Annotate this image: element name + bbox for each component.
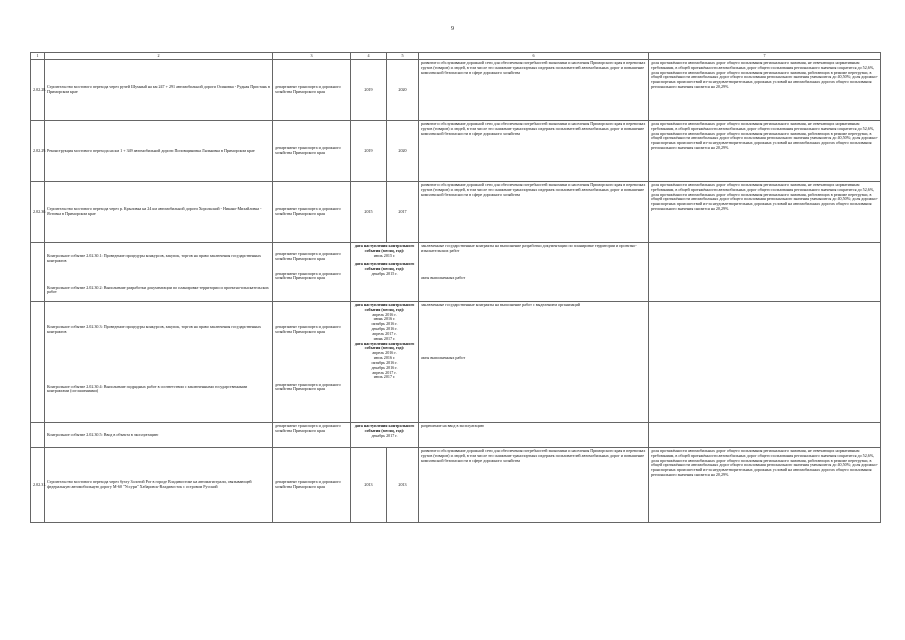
row-number: 2.02.28. <box>31 60 45 121</box>
event-date: декабрь 2017 г. <box>371 432 398 438</box>
target-indicator <box>649 243 881 302</box>
event-date: октябрь 2016 г. <box>371 321 398 327</box>
target-indicator: доля протяжённости автомобильных дорог общего пользования регионального значения, не отвечающих нормативным требованиям, в общей протяжённости автомобильных дорог общего пользования регионального значения сократится до 52,6%, доля протяжённости автомобильных дорог общего пользования регионального значения, работающих в режиме перегрузки, в общей протяжённости автомобильных дорог общего пользования регионального значения уменьшится до 40,50%; доля дорожно-транспортных происшествий из-за неудовлетворительных дорожных условий на автомобильных дорогах общего пользования регионального значения снизится на 20,29% <box>649 60 881 121</box>
col-header-5: 5 <box>387 53 419 60</box>
end-year: 2020 <box>387 121 419 182</box>
control-event-executors <box>273 243 351 302</box>
row-number <box>31 243 45 302</box>
activity-name: Строительство мостового перехода через р. Крыловка на 24 км автомобильной дороги Хорольский - Никано-Михайловка - Ястовка в Приморском крае <box>45 182 273 243</box>
event-date: декабрь 2015 г. <box>371 271 398 277</box>
date-label: дата наступления контрольного события (месяц, год): <box>354 261 415 272</box>
page-number: 9 <box>451 26 454 32</box>
control-event-dates <box>351 423 419 448</box>
event-date: июль 2015 г. <box>373 252 396 258</box>
col-header-7: 7 <box>649 53 881 60</box>
end-year: 2020 <box>387 60 419 121</box>
control-event-dates <box>351 243 419 302</box>
table-row <box>31 448 881 523</box>
expected-result: развитие и обслуживание дорожной сети для обеспечения потребностей экономики и населения Приморского края в перевозках грузов (товаров) и людей, в том числе это снижение транспортных издержек пользователей автомобильных дорог и повышение комплексной безопасности в сфере дорожного хозяйства <box>419 60 649 121</box>
event-date: октябрь 2016 г. <box>371 359 398 365</box>
event-date: декабрь 2016 г. <box>371 326 398 332</box>
control-event-1-name: Контрольное событие 2.02.30.1: Проведение процедуры конкурсов, закупок, торгов на право заключения государственных контрактов <box>47 253 262 263</box>
control-event-2-name: Контрольное событие 2.02.30.2: Выполнение разработки документации по планировке территории и проектно-изыскательских работ <box>47 284 269 295</box>
start-year: 2013 <box>351 448 387 523</box>
col-header-3: 3 <box>273 53 351 60</box>
control-event-row <box>31 243 881 302</box>
control-event-results <box>419 302 649 423</box>
executor: департамент транспорта и дорожного хозяйства Приморского края <box>275 251 341 261</box>
event-date: июль 2016 г. <box>373 355 396 361</box>
row-number <box>31 423 45 448</box>
event-date: декабрь 2016 г. <box>371 364 398 370</box>
event-date: апрель 2016 г. <box>372 311 397 317</box>
target-indicator: доля протяжённости автомобильных дорог общего пользования регионального значения, не отвечающих нормативным требованиям, в общей протяжённости автомобильных дорог общего пользования регионального значения сократится до 52,6%, доля протяжённости автомобильных дорог общего пользования регионального значения, работающих в режиме перегрузки, в общей протяжённости автомобильных дорог общего пользования регионального значения уменьшится до 40,50%; доля дорожно-транспортных происшествий из-за неудовлетворительных дорожных условий на автомобильных дорогах общего пользования регионального значения снизится на 20,29% <box>649 182 881 243</box>
executor: департамент транспорта и дорожного хозяйства Приморского края <box>275 270 341 281</box>
event-date: апрель 2017 г. <box>372 369 397 375</box>
expected-result: развитие и обслуживание дорожной сети для обеспечения потребностей экономики и населения Приморского края в перевозках грузов (товаров) и людей, в том числе это снижение транспортных издержек пользователей автомобильных дорог и повышение комплексной безопасности в сфере дорожного хозяйства <box>419 182 649 243</box>
date-label: дата наступления контрольного события (месяц, год): <box>354 340 415 351</box>
event-result: акты выполненных работ <box>421 354 466 360</box>
start-year: 2019 <box>351 121 387 182</box>
row-number <box>31 302 45 423</box>
column-number-row <box>31 53 881 60</box>
table-row <box>31 182 881 243</box>
control-event-dates <box>351 302 419 423</box>
start-year: 2019 <box>351 60 387 121</box>
target-indicator: доля протяжённости автомобильных дорог общего пользования регионального значения, не отвечающих нормативным требованиям, в общей протяжённости автомобильных дорог общего пользования регионального значения сократится до 52,6%, доля протяжённости автомобильных дорог общего пользования регионального значения, работающих в режиме перегрузки, в общей протяжённости автомобильных дорог общего пользования регионального значения уменьшится до 40,50%; доля дорожно-транспортных происшествий из-за неудовлетворительных дорожных условий на автомобильных дорогах общего пользования регионального значения снизится на 20,29% <box>649 121 881 182</box>
event-result: разрешение на ввод в эксплуатацию <box>419 423 649 448</box>
control-event-results <box>419 243 649 302</box>
executor: департамент транспорта и дорожного хозяйства Приморского края <box>273 182 351 243</box>
table-row <box>31 121 881 182</box>
target-indicator <box>649 302 881 423</box>
date-label: дата наступления контрольного события (месяц, год): <box>354 302 415 312</box>
executor: департамент транспорта и дорожного хозяйства Приморского края <box>273 448 351 523</box>
event-result: акты выполненных работ <box>421 274 466 280</box>
control-event-names <box>45 243 273 302</box>
activity-name: Реконструкция мостового перехода на км 1 + 349 автомобильной дороги Поповщиновка Ляльковка в Приморском крае <box>45 121 273 182</box>
event-date: июнь 2016 г. <box>373 316 396 322</box>
control-event-4-name: Контрольное событие 2.02.30.4: Выполнение подрядных работ в соответствии с заключенными государственными контрактами (соглашениями) <box>47 383 248 394</box>
col-header-4: 4 <box>351 53 387 60</box>
end-year: 2017 <box>387 182 419 243</box>
activity-name: Строительство мостового перехода через бухту Золотой Рог в городе Владивостоке на автомагистрали, связывающей федеральную автомобильную дорогу М-60 "Уссури" Хабаровск-Владивосток с островом Русский <box>45 448 273 523</box>
date-label: дата наступления контрольного события (месяц, год): <box>354 243 415 253</box>
event-date: июль 2017 г. <box>373 374 396 380</box>
end-year: 2013 <box>387 448 419 523</box>
executor: департамент транспорта и дорожного хозяйства Приморского края <box>275 324 341 334</box>
executor: департамент транспорта и дорожного хозяйства Приморского края <box>273 60 351 121</box>
control-event-3-name: Контрольное событие 2.02.30.3: Проведение процедуры конкурсов, закупок, торгов на право заключения государственных контрактов <box>47 324 262 334</box>
event-result: заключенные государственные контракты на выполнение разработки документации по планировке территории и проектно-изыскательских работ <box>421 243 637 253</box>
control-event-row <box>31 423 881 448</box>
event-date: апрель 2017 г. <box>372 330 397 336</box>
event-date: апрель 2016 г. <box>372 350 397 356</box>
target-indicator: доля протяжённости автомобильных дорог общего пользования регионального значения, не отвечающих нормативным требованиям, в общей протяжённости автомобильных дорог общего пользования регионального значения сократится до 52,6%, доля протяжённости автомобильных дорог общего пользования регионального значения, работающих в режиме перегрузки, в общей протяжённости автомобильных дорог общего пользования регионального значения уменьшится до 40,50%; доля дорожно-транспортных происшествий из-за неудовлетворительных дорожных условий на автомобильных дорогах общего пользования регионального значения снизится на 20,29% <box>649 448 881 523</box>
control-event-row <box>31 302 881 423</box>
executor: департамент транспорта и дорожного хозяйства Приморского края <box>275 381 341 392</box>
control-event-5-name: Контрольное событие 2.02.30.5: Ввод в объекта в эксплуатацию <box>45 423 273 448</box>
executor: департамент транспорта и дорожного хозяйства Приморского края <box>273 423 351 448</box>
program-activities-table <box>30 52 881 523</box>
executor: департамент транспорта и дорожного хозяйства Приморского края <box>273 121 351 182</box>
target-indicator <box>649 423 881 448</box>
event-result: заключенные государственные контракты на выполнение работ с выделением организаций <box>421 302 580 307</box>
expected-result: развитие и обслуживание дорожной сети для обеспечения потребностей экономики и населения Приморского края в перевозках грузов (товаров) и людей, в том числе это снижение транспортных издержек пользователей автомобильных дорог и повышение комплексной безопасности в сфере дорожного хозяйства <box>419 448 649 523</box>
row-number: 2.02.29. <box>31 121 45 182</box>
activity-name: Строительство мостового перехода через ручей Шумный на км 247 + 291 автомобильной дороги Осиновка - Рудная Пристань в Приморском крае <box>45 60 273 121</box>
expected-result: развитие и обслуживание дорожной сети для обеспечения потребностей экономики и населения Приморского края в перевозках грузов (товаров) и людей, в том числе это снижение транспортных издержек пользователей автомобильных дорог и повышение комплексной безопасности в сфере дорожного хозяйства <box>419 121 649 182</box>
date-label: дата наступления контрольного события (месяц, год): <box>354 423 415 433</box>
start-year: 2015 <box>351 182 387 243</box>
event-date: июнь 2017 г. <box>373 335 396 341</box>
row-number: 2.02.31. <box>31 448 45 523</box>
col-header-2: 2 <box>45 53 273 60</box>
control-event-names <box>45 302 273 423</box>
row-number: 2.02.30. <box>31 182 45 243</box>
col-header-1: 1 <box>31 53 45 60</box>
control-event-executors <box>273 302 351 423</box>
col-header-6: 6 <box>419 53 649 60</box>
table-row <box>31 60 881 121</box>
